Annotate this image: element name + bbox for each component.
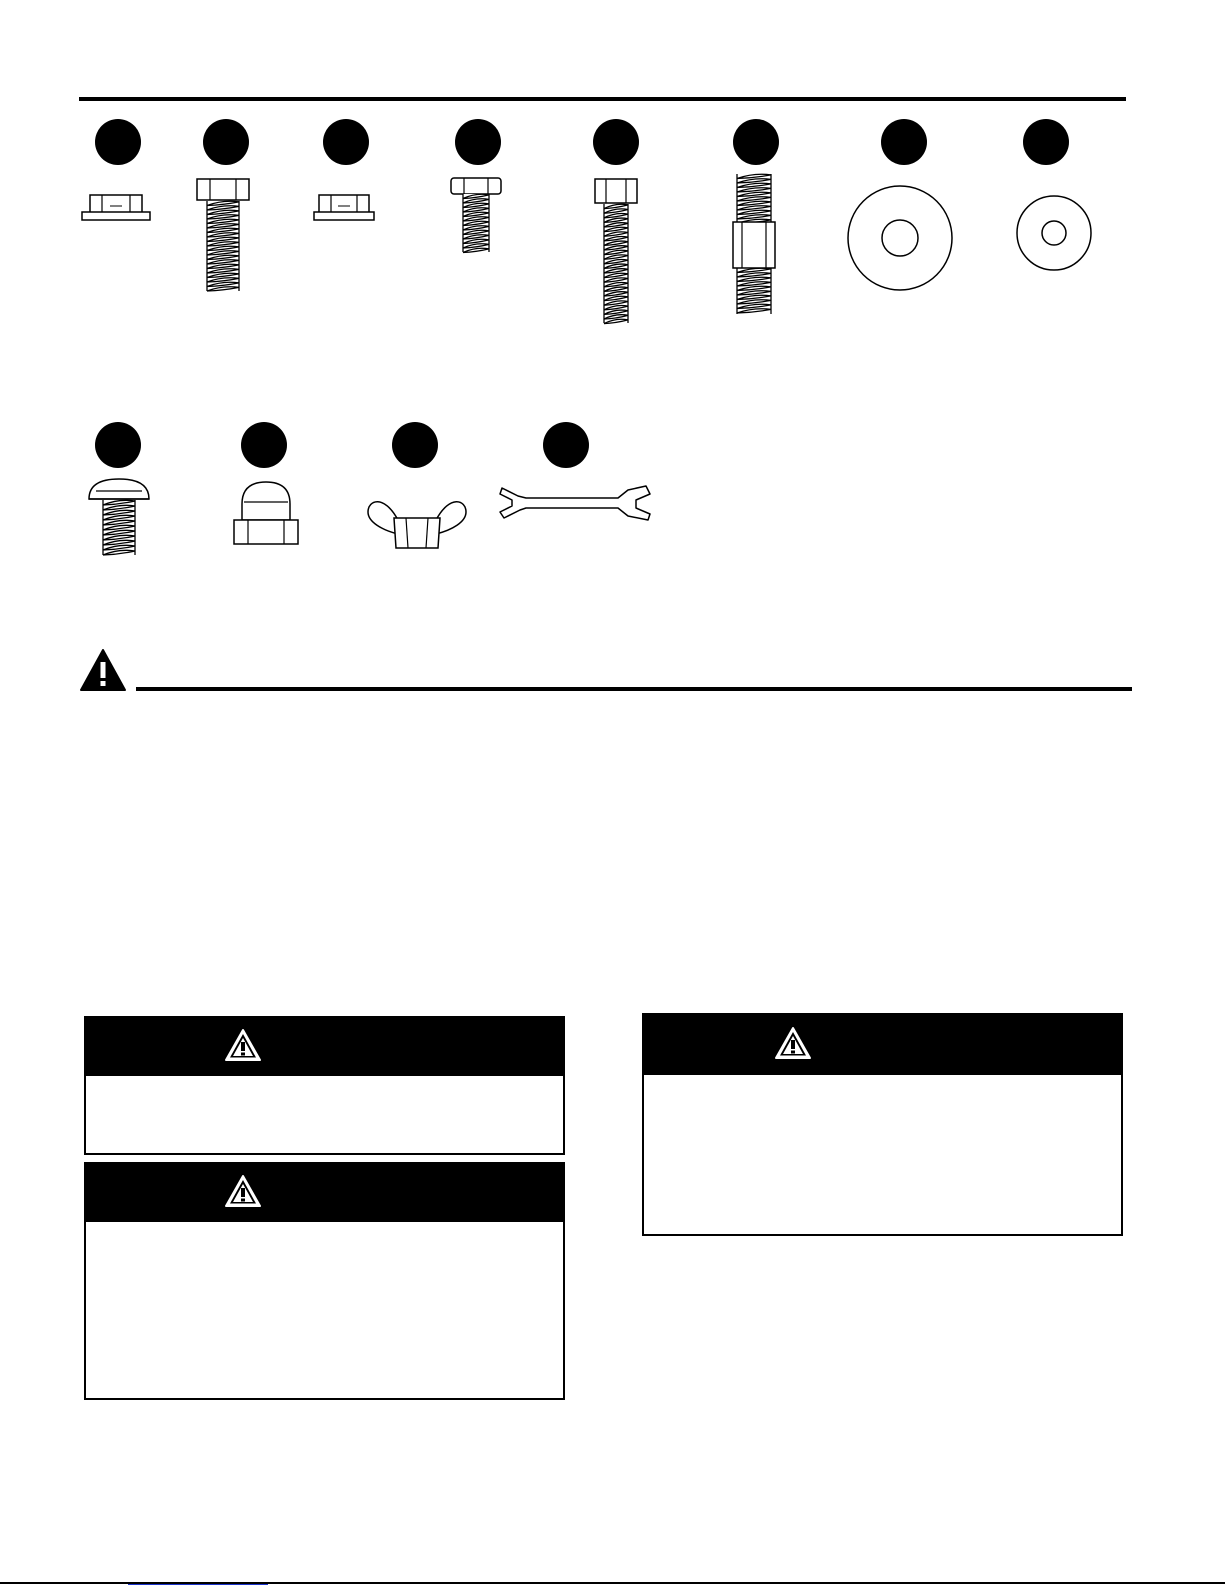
warning-triangle-icon bbox=[774, 1026, 812, 1060]
wing-nut-icon bbox=[364, 490, 470, 554]
badge-part-5 bbox=[593, 119, 639, 165]
warning-triangle-icon bbox=[224, 1174, 262, 1208]
badge-part-10 bbox=[241, 422, 287, 468]
top-rule bbox=[79, 97, 1126, 101]
warning-box-body bbox=[86, 1076, 563, 1096]
pan-head-screw-icon bbox=[86, 475, 152, 559]
warning-box-body bbox=[86, 1222, 563, 1242]
flange-nut-icon bbox=[313, 192, 375, 224]
badge-part-9 bbox=[95, 422, 141, 468]
short-hex-bolt-icon bbox=[448, 176, 504, 256]
badge-part-12 bbox=[543, 422, 589, 468]
badge-part-3 bbox=[323, 119, 369, 165]
coupling-stud-icon bbox=[728, 172, 780, 318]
acorn-nut-icon bbox=[230, 480, 302, 548]
warning-box-header bbox=[644, 1015, 1121, 1075]
warning-box-header bbox=[86, 1018, 563, 1076]
warning-box-3 bbox=[642, 1013, 1123, 1236]
badge-part-6 bbox=[733, 119, 779, 165]
warning-triangle-icon bbox=[224, 1028, 262, 1062]
large-washer-icon bbox=[845, 183, 955, 293]
extra-long-hex-bolt-icon bbox=[593, 177, 639, 327]
safety-rule bbox=[136, 687, 1132, 691]
open-end-wrench-icon bbox=[498, 478, 656, 526]
warning-box-header bbox=[86, 1164, 563, 1222]
long-hex-bolt-icon bbox=[193, 177, 253, 295]
warning-box-2 bbox=[84, 1162, 565, 1400]
badge-part-2 bbox=[203, 119, 249, 165]
badge-part-8 bbox=[1023, 119, 1069, 165]
warning-triangle-icon bbox=[79, 648, 127, 692]
badge-part-7 bbox=[881, 119, 927, 165]
warning-box-1 bbox=[84, 1016, 565, 1155]
flange-nut-icon bbox=[80, 192, 152, 224]
badge-part-11 bbox=[392, 422, 438, 468]
badge-part-4 bbox=[455, 119, 501, 165]
small-washer-icon bbox=[1014, 193, 1094, 273]
warning-box-body bbox=[644, 1075, 1121, 1095]
badge-part-1 bbox=[95, 119, 141, 165]
